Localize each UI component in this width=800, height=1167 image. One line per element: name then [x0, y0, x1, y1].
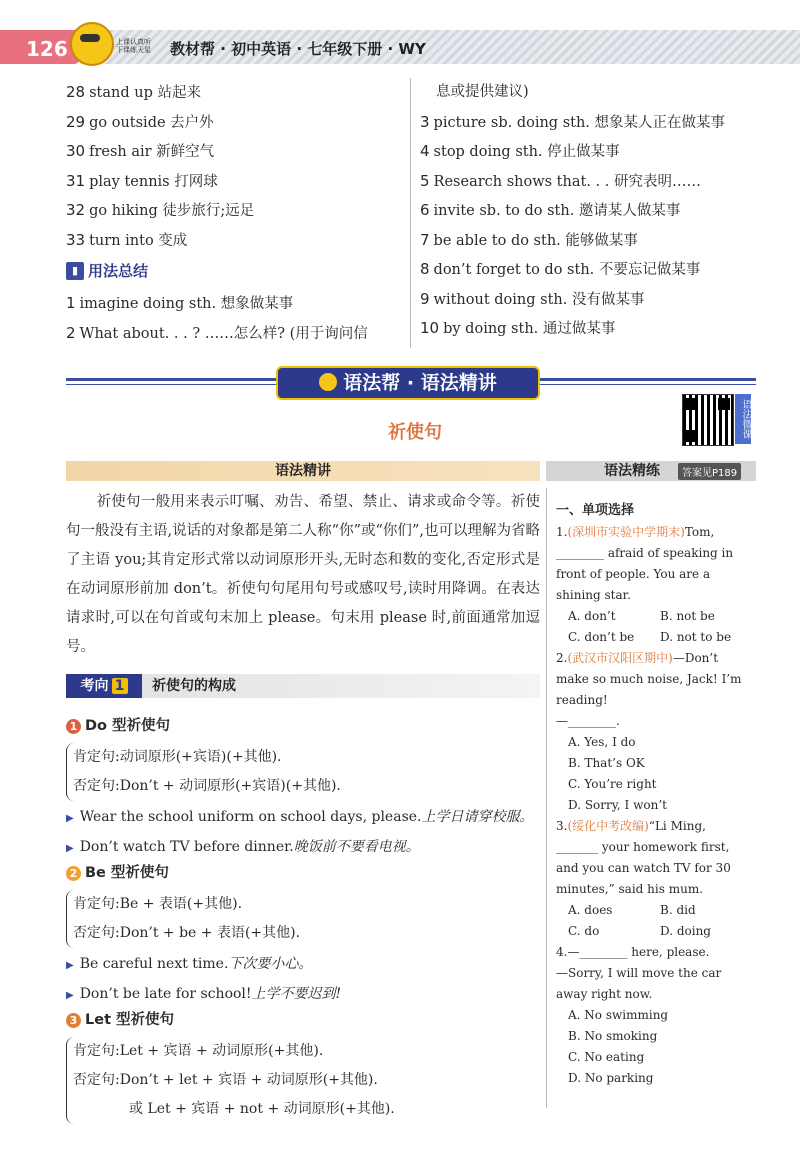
negative-formula: 否定句:Don’t + 动词原形(+宾语)(+其他).: [73, 778, 341, 794]
focus-title: 祈使句的构成: [152, 678, 236, 694]
usage-item: 8 don’t forget to do sth. 不要忘记做某事: [420, 260, 701, 278]
phrase-item: 32 go hiking 徒步旅行;远足: [66, 201, 255, 219]
left-section-bar: [66, 461, 540, 481]
mascot-glasses-icon: [80, 34, 100, 42]
affirmative-formula: 肯定句:动词原形(+宾语)(+其他).: [73, 749, 282, 765]
phrase-item: 33 turn into 变成: [66, 230, 188, 249]
example-item: ▶ Wear the school uniform on school days, please.上学日请穿校服。: [66, 809, 534, 825]
right-section-title: 语法精练: [604, 463, 660, 479]
topic-title: 祈使句: [388, 422, 442, 443]
exercise-panel: [556, 500, 756, 1089]
type-heading: 2 Be 型祈使句: [66, 861, 540, 882]
option-a[interactable]: A. Yes, I do: [568, 735, 636, 749]
number-circle-icon: 2: [66, 866, 81, 881]
usage-item: 2 What about. . . ? ……怎么样? (用于询问信: [66, 323, 368, 342]
type-heading: 1 Do 型祈使句: [66, 714, 540, 735]
option-d[interactable]: D. doing: [660, 924, 711, 938]
negative-formula-alt: 或 Let + 宾语 + not + 动词原形(+其他).: [129, 1101, 395, 1117]
page-number: 126: [26, 37, 68, 61]
type-do: [66, 714, 540, 863]
formula-brace: [66, 743, 540, 801]
option-row: [556, 921, 756, 942]
question-2: 2.(武汉市汉阳区期中)—Don’t make so much noise, Jack! I’m reading! —________. A. Yes, I do B. That’s OK C. You’re right D. Sorry, I won’t: [556, 648, 756, 816]
example-item: ▶ Be careful next time.下次要小心。: [66, 956, 313, 972]
usage-item: 5 Research shows that. . . 研究表明……: [420, 171, 701, 190]
option-b[interactable]: B. No smoking: [568, 1029, 658, 1043]
question-1: 1.(深圳市实验中学期末)Tom, ________ afraid of speaking in front of people. You are a shining star. A. don’t B. not be C. don’t be D. not to be: [556, 522, 756, 648]
option-a[interactable]: A. No swimming: [568, 1008, 669, 1022]
header-title: 教材帮 · 初中英语 · 七年级下册 · WY: [170, 40, 426, 58]
phrase-item: 29 go outside 去户外: [66, 112, 214, 131]
book-icon: ▮: [66, 262, 84, 280]
example-list: [66, 950, 540, 1010]
usage-item: 4 stop doing sth. 停止做某事: [420, 142, 620, 160]
qr-code-icon[interactable]: [682, 394, 734, 446]
option-row: [556, 900, 756, 921]
negative-formula: 否定句:Don’t + be + 表语(+其他).: [73, 925, 301, 941]
focus-bar: [66, 674, 540, 698]
example-item: ▶ Don’t watch TV before dinner.晚饭前不要看电视。: [66, 839, 420, 855]
usage-item-continued: 息或提供建议): [436, 84, 529, 100]
negative-formula: 否定句:Don’t + let + 宾语 + 动词原形(+其他).: [73, 1072, 378, 1088]
triangle-bullet-icon: ▶: [66, 813, 74, 824]
question-4: 4.—________ here, please. —Sorry, I will move the car away right now. A. No swimming B. No smoking C. No eating D. No parking: [556, 942, 756, 1089]
example-item: ▶ Don’t be late for school!上学不要迟到!: [66, 986, 342, 1002]
example-list: [66, 803, 540, 863]
question-3: 3.(绥化中考改编)“Li Ming, _______ your homework first, and you can watch TV for 30 minutes,” said his mum. A. does B. did C. do D. doing: [556, 816, 756, 942]
option-b[interactable]: B. did: [660, 903, 696, 917]
phrase-item: 31 play tennis 打网球: [66, 171, 218, 190]
lightbulb-icon: [319, 373, 337, 391]
focus-number: 1: [112, 678, 128, 694]
affirmative-formula: 肯定句:Let + 宾语 + 动词原形(+其他).: [73, 1043, 324, 1059]
column-divider: [410, 78, 411, 348]
usage-item: 9 without doing sth. 没有做某事: [420, 289, 645, 308]
exercise-divider: [546, 488, 547, 1108]
usage-list-right: [420, 82, 725, 348]
usage-item: 10 by doing sth. 通过做某事: [420, 319, 616, 337]
option-row: [556, 606, 756, 627]
formula-brace: [66, 890, 540, 948]
intro-paragraph: 祈使句一般用来表示叮嘱、劝告、希望、禁止、请求或命令等。祈使句一般没有主语,说话的对象都是第二人称“你”或“你们”,也可以理解为省略了主语 you;其肯定形式常以动词原形开头,无时态和数的变化,否定形式是在动词原形前加 don’t。祈使句句尾用句号或感叹号,读时用降调。在表达请求时,可以在句首或句末加上 please。句末用 please 时,前面通常加逗号。: [66, 494, 540, 655]
type-let: [66, 1008, 540, 1124]
affirmative-formula: 肯定句:Be + 表语(+其他).: [73, 896, 243, 912]
option-a[interactable]: A. does: [568, 903, 613, 917]
header-slogan: 上课认真听 下课练天星: [116, 38, 151, 54]
option-c[interactable]: C. You’re right: [568, 777, 657, 791]
triangle-bullet-icon: ▶: [66, 960, 74, 971]
usage-item: 7 be able to do sth. 能够做某事: [420, 230, 638, 249]
option-c[interactable]: C. don’t be: [568, 630, 635, 644]
usage-list-left: [66, 293, 368, 352]
number-circle-icon: 3: [66, 1013, 81, 1028]
phrase-item: 28 stand up 站起来: [66, 83, 201, 101]
option-row: [556, 627, 756, 648]
phrase-list-left: [66, 82, 254, 259]
option-d[interactable]: D. No parking: [568, 1071, 654, 1085]
answer-reference-badge: 答案见P189: [678, 463, 741, 480]
option-a[interactable]: A. don’t: [568, 609, 616, 623]
option-c[interactable]: C. No eating: [568, 1050, 645, 1064]
usage-summary-label: 用法总结: [88, 262, 149, 280]
triangle-bullet-icon: ▶: [66, 990, 74, 1001]
triangle-bullet-icon: ▶: [66, 843, 74, 854]
exercise-section-heading: 一、单项选择: [556, 503, 635, 518]
option-b[interactable]: B. That’s OK: [568, 756, 645, 770]
type-be: [66, 861, 540, 1010]
grammar-banner: [276, 366, 540, 400]
type-heading: 3 Let 型祈使句: [66, 1008, 540, 1029]
micro-lesson-tag: 语法微课: [735, 394, 751, 444]
right-section-bar: [546, 461, 756, 481]
grammar-banner-text: 语法帮 · 语法精讲: [343, 372, 497, 394]
usage-item: 1 imagine doing sth. 想象做某事: [66, 294, 294, 312]
phrase-item: 30 fresh air 新鲜空气: [66, 142, 215, 160]
focus-tag: 考向 1: [66, 674, 142, 698]
usage-item: 3 picture sb. doing sth. 想象某人正在做某事: [420, 112, 726, 131]
left-section-title: 语法精讲: [275, 463, 331, 479]
mascot-star-icon: [70, 22, 114, 66]
option-d[interactable]: D. Sorry, I won’t: [568, 798, 667, 812]
formula-brace: [66, 1037, 540, 1124]
option-d[interactable]: D. not to be: [660, 630, 732, 644]
option-b[interactable]: B. not be: [660, 609, 715, 623]
usage-item: 6 invite sb. to do sth. 邀请某人做某事: [420, 201, 681, 219]
usage-summary-tag: [66, 260, 148, 282]
number-circle-icon: 1: [66, 719, 81, 734]
option-c[interactable]: C. do: [568, 924, 600, 938]
